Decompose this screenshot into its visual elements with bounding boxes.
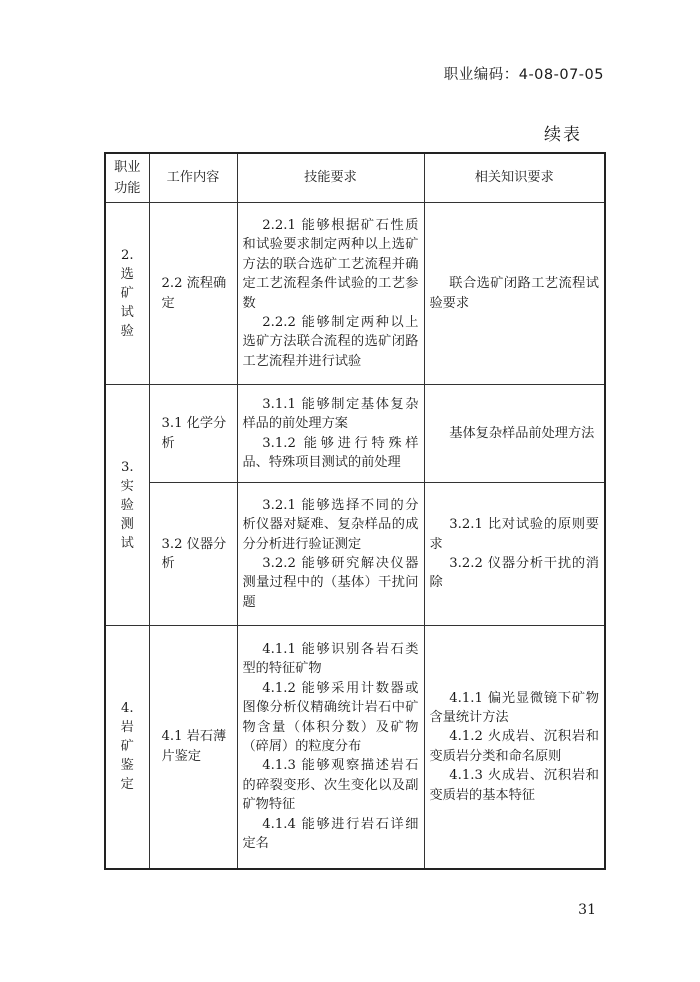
skill-item: 3.1.2 能够进行特殊样品、特殊项目测试的前处理 (242, 435, 419, 470)
knowledge-cell (424, 483, 605, 626)
skill-item: 4.1.3 能够观察描述岩石的碎裂变形、次生变化以及副矿物特征 (242, 758, 419, 813)
skill-item: 2.2.1 能够根据矿石性质和试验要求制定两种以上选矿方法的联合选矿工艺流程并确定工艺流程条件试验的工艺参数 (242, 217, 419, 311)
knowledge-item: 3.2.1 比对试验的原则要求 (429, 517, 599, 552)
knowledge-item: 4.1.1 偏光显微镜下矿物含量统计方法 (429, 690, 599, 725)
skills-table (104, 152, 606, 870)
function-cell: 2. 选 矿 试 验 (105, 203, 149, 385)
knowledge-item: 基体复杂样品前处理方法 (449, 425, 595, 441)
table-row (105, 203, 605, 385)
skill-item: 4.1.2 能够采用计数器或图像分析仪精确统计岩石中矿物含量（体积分数）及矿物（碎屑）的粒度分布 (242, 680, 419, 755)
table-row (105, 626, 605, 869)
header-content: 工作内容 (149, 153, 237, 203)
skills-cell (237, 483, 424, 626)
header-skills: 技能要求 (237, 153, 424, 203)
knowledge-cell (424, 626, 605, 869)
occupation-code: 职业编码：4-08-07-05 (443, 67, 604, 83)
function-cell: 4. 岩 矿 鉴 定 (105, 626, 149, 869)
skills-cell (237, 385, 424, 483)
function-cell: 3. 实 验 测 试 (105, 385, 149, 626)
work-content-cell: 3.2 仪器分析 (149, 483, 237, 626)
work-content-cell: 4.1 岩石薄片鉴定 (149, 626, 237, 869)
knowledge-item: 3.2.2 仪器分析干扰的消除 (429, 556, 599, 591)
table-row (105, 385, 605, 483)
work-content-cell: 3.1 化学分析 (149, 385, 237, 483)
header-knowledge: 相关知识要求 (424, 153, 605, 203)
header-func: 职业 功能 (105, 153, 149, 203)
skill-item: 3.1.1 能够制定基体复杂样品的前处理方案 (242, 396, 419, 432)
table-row (105, 483, 605, 626)
skills-cell (237, 626, 424, 869)
knowledge-item: 4.1.2 火成岩、沉积岩和变质岩分类和命名原则 (429, 729, 599, 764)
knowledge-cell (424, 203, 605, 385)
skill-item: 2.2.2 能够制定两种以上选矿方法联合流程的选矿闭路工艺流程并进行试验 (242, 314, 419, 369)
page-number: 31 (578, 902, 596, 918)
knowledge-item: 4.1.3 火成岩、沉积岩和变质岩的基本特征 (429, 768, 599, 803)
skill-item: 3.2.1 能够选择不同的分析仪器对疑难、复杂样品的成分分析进行验证测定 (242, 497, 419, 552)
skill-item: 4.1.1 能够识别各岩石类型的特征矿物 (242, 642, 419, 677)
table-header-row (105, 153, 605, 203)
skills-cell (237, 203, 424, 385)
skill-item: 3.2.2 能够研究解决仪器测量过程中的（基体）干扰问题 (242, 556, 419, 610)
skill-item: 4.1.4 能够进行岩石详细定名 (242, 816, 419, 852)
knowledge-cell (424, 385, 605, 483)
continued-label: 续表 (544, 125, 582, 145)
work-content-cell: 2.2 流程确定 (149, 203, 237, 385)
knowledge-item: 联合选矿闭路工艺流程试验要求 (429, 276, 599, 311)
